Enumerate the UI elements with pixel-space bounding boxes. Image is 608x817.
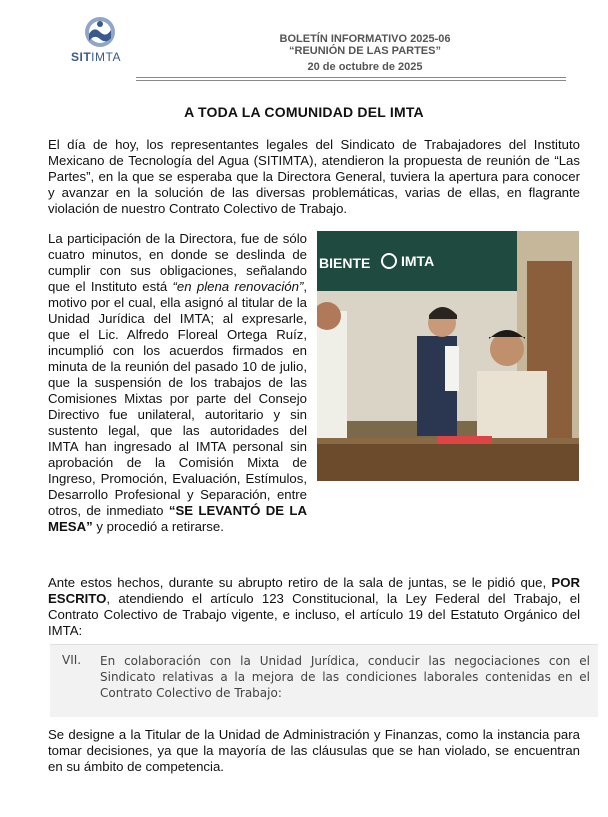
bulletin-subtitle: “REUNIÓN DE LAS PARTES” xyxy=(289,45,441,57)
svg-text:IMTA: IMTA xyxy=(401,253,435,269)
header-divider xyxy=(136,80,566,81)
article-text: En colaboración con la Unidad Jurídica, conducir las negociaciones con el Sindicato relativas a la mejora de las condiciones laborales contenidas en el Contrato Colectivo de Trabajo: xyxy=(100,654,590,700)
bulletin-date: 20 de octubre de 2025 xyxy=(307,61,423,73)
article-number: VII. xyxy=(62,653,82,667)
logo-text: SITIMTA xyxy=(71,50,121,64)
paragraph-2: La participación de la Directora, fue de sólo cuatro minutos, en donde se deslinda de cumplir con sus obligaciones, señalando que el Instituto está “en plena renovación”, motivo por el cual, ella asignó al titular de la Unidad Jurídica del IMTA; al expresarle, que el Lic. Alfredo Floreal Ortega Ruíz, incumplió con los acuerdos firmados en minuta de la reunión del pasado 10 de julio, que la suspensión de los trabajos de las Comisiones Mixtas por parte del Consejo Directivo fue unilateral, autoritario y sin sustento legal, que las autoridades del IMTA han ingresado al IMTA personal sin aprobación de la Comisión Mixta de Ingreso, Promoción, Evaluación, Estímulos, Desarrollo Profesional y Separación, entre otros, de inmediato “SE LEVANTÓ DE LA MESA” y procedió a retirarse. xyxy=(48,231,308,534)
paragraph-4: Se designe a la Titular de la Unidad de Administración y Finanzas, como la instancia para tomar decisiones, ya que la mayoría de las cláusulas que se han violado, se encuentran en su ámbito de competencia. xyxy=(48,727,580,774)
meeting-photo xyxy=(317,231,579,481)
bulletin-number: BOLETÍN INFORMATIVO 2025-06 xyxy=(279,33,451,45)
paragraph-3: Ante estos hechos, durante su abrupto retiro de la sala de juntas, se le pidió que, POR ESCRITO, atendiendo el artículo 123 Constitucional, la Ley Federal del Trabajo, el Contrato Colectivo de Trabajo vigente, e incluso, el artículo 19 del Estatuto Orgánico del IMTA: xyxy=(48,575,580,638)
page-title: A TODA LA COMUNIDAD DEL IMTA xyxy=(184,104,424,120)
header-divider xyxy=(136,77,566,78)
paragraph-1: El día de hoy, los representantes legales del Sindicato de Trabajadores del Instituto Mexicano de Tecnología del Agua (SITIMTA), atendieron la propuesta de reunión de “Las Partes”, en la que se esperaba que la Directora General, tuviera la apertura para conocer y avanzar en la solución de las diversas problemáticas, varias de ellas, en flagrante violación de nuestro Contrato Colectivo de Trabajo. xyxy=(48,137,580,216)
svg-text:BIENTE: BIENTE xyxy=(319,255,371,271)
